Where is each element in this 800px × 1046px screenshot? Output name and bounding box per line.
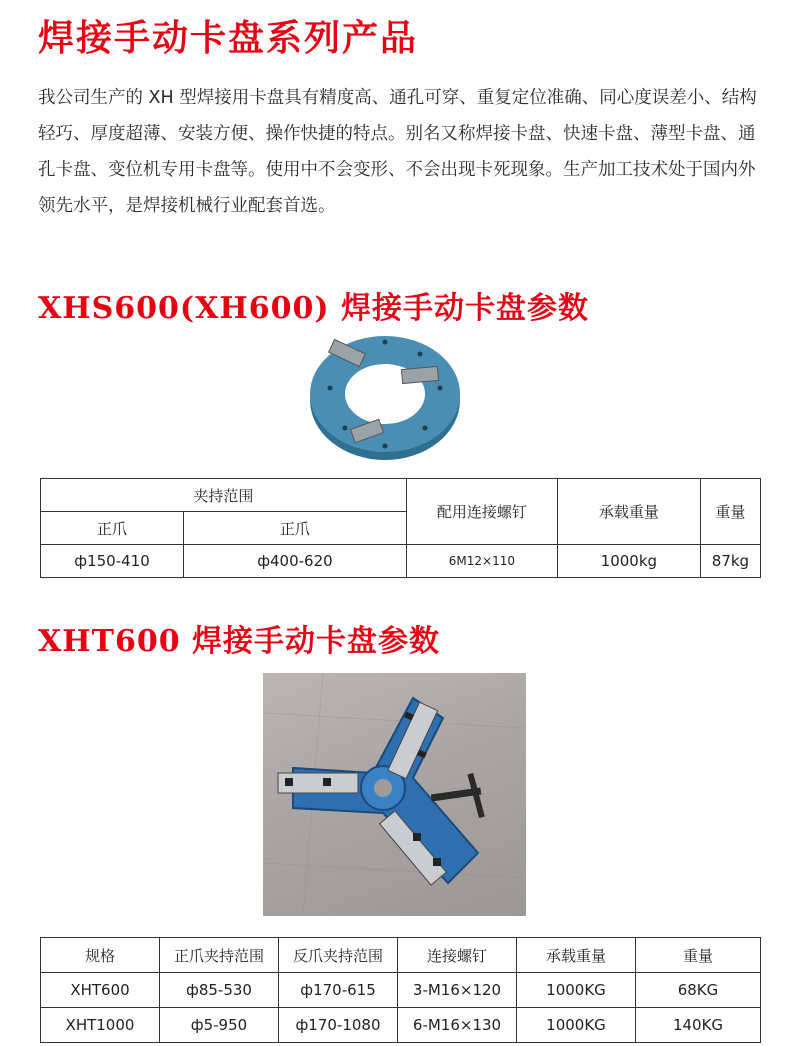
header-reverse-jaw: 反爪夹持范围 <box>279 938 398 973</box>
table-row <box>41 545 761 578</box>
table-header-row <box>41 938 761 973</box>
header-load: 承载重量 <box>557 479 700 545</box>
header-weight: 重量 <box>700 479 760 545</box>
header-model: 规格 <box>41 938 160 973</box>
cell-range-1: ф150-410 <box>41 545 184 578</box>
cell-model: XHT1000 <box>41 1008 160 1043</box>
intro-paragraph: 我公司生产的 XH 型焊接用卡盘具有精度高、通孔可穿、重复定位准确、同心度误差小、结构轻巧、厚度超薄、安装方便、操作快捷的特点。别名又称焊接卡盘、快速卡盘、薄型卡盘、通孔卡盘、变位机专用卡盘等。使用中不会变形、不会出现卡死现象。生产加工技术处于国内外领先水平，是焊接机械行业配套首选。 <box>38 88 757 216</box>
cell-model: XHT600 <box>41 973 160 1008</box>
xhs600-chuck-image <box>300 328 470 468</box>
cell-bolt: 3-M16×120 <box>398 973 517 1008</box>
header-clamp-range: 夹持范围 <box>41 479 407 512</box>
cell-weight: 140KG <box>636 1008 761 1043</box>
xht600-chuck-photo <box>263 673 526 916</box>
xhs600-spec-table <box>40 478 761 578</box>
header-jaw-1: 正爪 <box>41 512 184 545</box>
table-row <box>41 1008 761 1043</box>
cell-forward-jaw: ф85-530 <box>160 973 279 1008</box>
table-row <box>41 973 761 1008</box>
cell-range-2: ф400-620 <box>184 545 407 578</box>
cell-bolt: 6-M16×130 <box>398 1008 517 1043</box>
section1-title: XHS600(XH600) 焊接手动卡盘参数 <box>38 291 589 326</box>
cell-weight: 87kg <box>700 545 760 578</box>
cell-load: 1000KG <box>517 973 636 1008</box>
cell-reverse-jaw: ф170-1080 <box>279 1008 398 1043</box>
header-weight: 重量 <box>636 938 761 973</box>
header-bolt: 连接螺钉 <box>398 938 517 973</box>
section2-title: XHT600 焊接手动卡盘参数 <box>38 624 441 659</box>
header-bolt: 配用连接螺钉 <box>406 479 557 545</box>
cell-bolt: 6M12×110 <box>406 545 557 578</box>
cell-weight: 68KG <box>636 973 761 1008</box>
cell-reverse-jaw: ф170-615 <box>279 973 398 1008</box>
cell-load: 1000kg <box>557 545 700 578</box>
header-forward-jaw: 正爪夹持范围 <box>160 938 279 973</box>
cell-load: 1000KG <box>517 1008 636 1043</box>
xht-spec-table <box>40 937 761 1043</box>
page-title: 焊接手动卡盘系列产品 <box>38 17 419 59</box>
header-load: 承载重量 <box>517 938 636 973</box>
header-jaw-2: 正爪 <box>184 512 407 545</box>
cell-forward-jaw: ф5-950 <box>160 1008 279 1043</box>
